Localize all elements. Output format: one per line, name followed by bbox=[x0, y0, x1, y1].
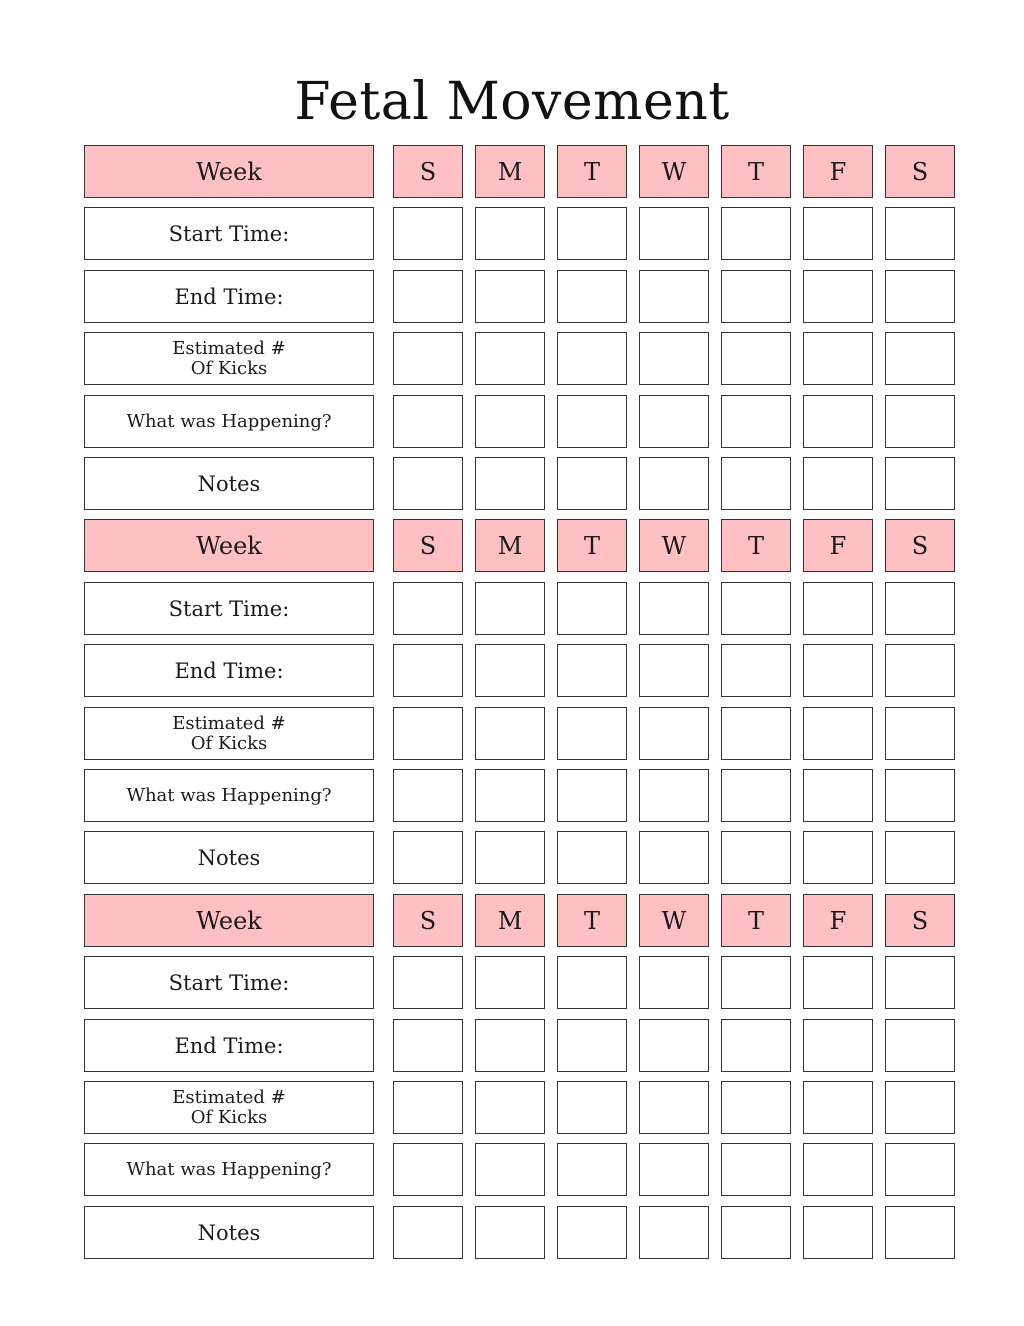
notes-label: Notes bbox=[197, 845, 261, 870]
what-was-happening-label-cell bbox=[84, 1143, 374, 1196]
day-header-cell bbox=[557, 519, 627, 572]
start-time-label-cell bbox=[84, 207, 374, 260]
end-time-entry-box[interactable] bbox=[639, 644, 709, 697]
notes-entry-box[interactable] bbox=[721, 457, 791, 510]
day-label: M bbox=[497, 906, 523, 935]
end-time-entry-box[interactable] bbox=[721, 1019, 791, 1072]
estimated-kicks-entry-box[interactable] bbox=[885, 1081, 955, 1134]
start-time-entry-box[interactable] bbox=[803, 956, 873, 1009]
notes-entry-box[interactable] bbox=[475, 1206, 545, 1259]
day-label: W bbox=[661, 906, 687, 935]
page-title: Fetal Movement bbox=[294, 72, 730, 132]
notes-entry-box[interactable] bbox=[557, 1206, 627, 1259]
week-label: Week bbox=[196, 531, 262, 560]
estimated-kicks-entry-box[interactable] bbox=[639, 1081, 709, 1134]
what-was-happening-label: What was Happening? bbox=[126, 784, 332, 806]
notes-entry-box[interactable] bbox=[803, 457, 873, 510]
estimated-kicks-entry-box[interactable] bbox=[885, 707, 955, 760]
notes-label: Notes bbox=[197, 471, 261, 496]
day-header-cell bbox=[803, 519, 873, 572]
start-time-entry-box[interactable] bbox=[721, 582, 791, 635]
day-header-cell bbox=[721, 145, 791, 198]
start-time-entry-box[interactable] bbox=[557, 207, 627, 260]
end-time-entry-box[interactable] bbox=[721, 644, 791, 697]
day-label: F bbox=[829, 531, 847, 560]
day-label: W bbox=[661, 157, 687, 186]
day-label: S bbox=[911, 906, 929, 935]
what-was-happening-entry-box[interactable] bbox=[393, 1143, 463, 1196]
day-label: W bbox=[661, 531, 687, 560]
end-time-entry-box[interactable] bbox=[557, 644, 627, 697]
start-time-entry-box[interactable] bbox=[721, 207, 791, 260]
notes-label-cell bbox=[84, 457, 374, 510]
start-time-entry-box[interactable] bbox=[639, 582, 709, 635]
day-header-cell bbox=[803, 145, 873, 198]
start-time-label: Start Time: bbox=[168, 221, 290, 246]
what-was-happening-entry-box[interactable] bbox=[639, 395, 709, 448]
end-time-entry-box[interactable] bbox=[721, 270, 791, 323]
notes-entry-box[interactable] bbox=[639, 457, 709, 510]
day-label: T bbox=[747, 906, 764, 935]
what-was-happening-entry-box[interactable] bbox=[639, 769, 709, 822]
day-label: F bbox=[829, 157, 847, 186]
what-was-happening-entry-box[interactable] bbox=[885, 769, 955, 822]
end-time-entry-box[interactable] bbox=[803, 1019, 873, 1072]
end-time-label: End Time: bbox=[174, 1033, 284, 1058]
estimated-kicks-entry-box[interactable] bbox=[475, 1081, 545, 1134]
notes-entry-box[interactable] bbox=[475, 457, 545, 510]
notes-label-cell bbox=[84, 831, 374, 884]
day-header-cell bbox=[639, 519, 709, 572]
day-header-cell bbox=[721, 894, 791, 947]
estimated-kicks-label-cell bbox=[84, 1081, 374, 1134]
start-time-entry-box[interactable] bbox=[803, 582, 873, 635]
notes-entry-box[interactable] bbox=[475, 831, 545, 884]
estimated-kicks-entry-box[interactable] bbox=[557, 1081, 627, 1134]
start-time-entry-box[interactable] bbox=[393, 956, 463, 1009]
notes-entry-box[interactable] bbox=[639, 1206, 709, 1259]
week-header-cell bbox=[84, 894, 374, 947]
estimated-kicks-entry-box[interactable] bbox=[721, 1081, 791, 1134]
notes-entry-box[interactable] bbox=[885, 457, 955, 510]
week-header-cell bbox=[84, 519, 374, 572]
day-header-cell bbox=[393, 145, 463, 198]
notes-entry-box[interactable] bbox=[885, 1206, 955, 1259]
estimated-kicks-label-cell bbox=[84, 707, 374, 760]
estimated-kicks-entry-box[interactable] bbox=[803, 707, 873, 760]
end-time-label-cell bbox=[84, 644, 374, 697]
end-time-label-cell bbox=[84, 1019, 374, 1072]
notes-entry-box[interactable] bbox=[393, 831, 463, 884]
start-time-entry-box[interactable] bbox=[885, 207, 955, 260]
start-time-entry-box[interactable] bbox=[393, 207, 463, 260]
end-time-label: End Time: bbox=[174, 284, 284, 309]
end-time-entry-box[interactable] bbox=[557, 270, 627, 323]
end-time-label: End Time: bbox=[174, 658, 284, 683]
day-header-cell bbox=[803, 894, 873, 947]
estimated-kicks-label-cell bbox=[84, 332, 374, 385]
day-label: T bbox=[583, 531, 600, 560]
day-header-cell bbox=[885, 894, 955, 947]
day-header-cell bbox=[475, 519, 545, 572]
end-time-label-cell bbox=[84, 270, 374, 323]
start-time-entry-box[interactable] bbox=[393, 582, 463, 635]
what-was-happening-entry-box[interactable] bbox=[557, 769, 627, 822]
notes-entry-box[interactable] bbox=[721, 831, 791, 884]
what-was-happening-label: What was Happening? bbox=[126, 410, 332, 432]
notes-entry-box[interactable] bbox=[639, 831, 709, 884]
day-header-cell bbox=[721, 519, 791, 572]
estimated-kicks-label: Estimated # Of Kicks bbox=[172, 337, 286, 379]
start-time-label: Start Time: bbox=[168, 596, 290, 621]
what-was-happening-entry-box[interactable] bbox=[557, 395, 627, 448]
estimated-kicks-entry-box[interactable] bbox=[393, 332, 463, 385]
estimated-kicks-entry-box[interactable] bbox=[557, 332, 627, 385]
week-header-cell bbox=[84, 145, 374, 198]
day-header-cell bbox=[393, 519, 463, 572]
what-was-happening-label: What was Happening? bbox=[126, 1158, 332, 1180]
day-label: T bbox=[747, 531, 764, 560]
estimated-kicks-entry-box[interactable] bbox=[475, 707, 545, 760]
notes-entry-box[interactable] bbox=[803, 831, 873, 884]
start-time-entry-box[interactable] bbox=[639, 956, 709, 1009]
day-header-cell bbox=[557, 145, 627, 198]
day-header-cell bbox=[393, 894, 463, 947]
day-label: T bbox=[583, 906, 600, 935]
end-time-entry-box[interactable] bbox=[393, 270, 463, 323]
day-header-cell bbox=[639, 145, 709, 198]
day-label: T bbox=[747, 157, 764, 186]
day-label: F bbox=[829, 906, 847, 935]
what-was-happening-entry-box[interactable] bbox=[721, 395, 791, 448]
what-was-happening-label-cell bbox=[84, 395, 374, 448]
end-time-entry-box[interactable] bbox=[803, 644, 873, 697]
end-time-entry-box[interactable] bbox=[885, 1019, 955, 1072]
end-time-entry-box[interactable] bbox=[557, 1019, 627, 1072]
notes-entry-box[interactable] bbox=[885, 831, 955, 884]
day-header-cell bbox=[885, 145, 955, 198]
day-header-cell bbox=[885, 519, 955, 572]
estimated-kicks-entry-box[interactable] bbox=[393, 1081, 463, 1134]
start-time-label: Start Time: bbox=[168, 970, 290, 995]
day-header-cell bbox=[557, 894, 627, 947]
end-time-entry-box[interactable] bbox=[885, 644, 955, 697]
start-time-label-cell bbox=[84, 582, 374, 635]
notes-entry-box[interactable] bbox=[803, 1206, 873, 1259]
what-was-happening-entry-box[interactable] bbox=[475, 1143, 545, 1196]
what-was-happening-entry-box[interactable] bbox=[803, 769, 873, 822]
start-time-entry-box[interactable] bbox=[475, 582, 545, 635]
start-time-entry-box[interactable] bbox=[639, 207, 709, 260]
what-was-happening-entry-box[interactable] bbox=[721, 769, 791, 822]
week-label: Week bbox=[196, 157, 262, 186]
end-time-entry-box[interactable] bbox=[475, 270, 545, 323]
what-was-happening-entry-box[interactable] bbox=[475, 395, 545, 448]
start-time-entry-box[interactable] bbox=[557, 956, 627, 1009]
what-was-happening-entry-box[interactable] bbox=[639, 1143, 709, 1196]
estimated-kicks-entry-box[interactable] bbox=[885, 332, 955, 385]
end-time-entry-box[interactable] bbox=[393, 1019, 463, 1072]
estimated-kicks-entry-box[interactable] bbox=[475, 332, 545, 385]
estimated-kicks-entry-box[interactable] bbox=[803, 332, 873, 385]
what-was-happening-entry-box[interactable] bbox=[885, 395, 955, 448]
end-time-entry-box[interactable] bbox=[639, 270, 709, 323]
estimated-kicks-entry-box[interactable] bbox=[721, 332, 791, 385]
week-label: Week bbox=[196, 906, 262, 935]
what-was-happening-label-cell bbox=[84, 769, 374, 822]
what-was-happening-entry-box[interactable] bbox=[803, 1143, 873, 1196]
day-header-cell bbox=[639, 894, 709, 947]
day-header-cell bbox=[475, 894, 545, 947]
day-label: T bbox=[583, 157, 600, 186]
start-time-entry-box[interactable] bbox=[885, 582, 955, 635]
start-time-entry-box[interactable] bbox=[475, 207, 545, 260]
what-was-happening-entry-box[interactable] bbox=[721, 1143, 791, 1196]
estimated-kicks-entry-box[interactable] bbox=[639, 707, 709, 760]
day-label: S bbox=[419, 906, 437, 935]
start-time-entry-box[interactable] bbox=[475, 956, 545, 1009]
day-label: S bbox=[911, 531, 929, 560]
estimated-kicks-entry-box[interactable] bbox=[721, 707, 791, 760]
notes-entry-box[interactable] bbox=[393, 1206, 463, 1259]
end-time-entry-box[interactable] bbox=[475, 1019, 545, 1072]
end-time-entry-box[interactable] bbox=[885, 270, 955, 323]
start-time-entry-box[interactable] bbox=[557, 582, 627, 635]
start-time-entry-box[interactable] bbox=[721, 956, 791, 1009]
estimated-kicks-entry-box[interactable] bbox=[557, 707, 627, 760]
what-was-happening-entry-box[interactable] bbox=[557, 1143, 627, 1196]
start-time-label-cell bbox=[84, 956, 374, 1009]
what-was-happening-entry-box[interactable] bbox=[803, 395, 873, 448]
estimated-kicks-label: Estimated # Of Kicks bbox=[172, 712, 286, 754]
day-label: S bbox=[419, 531, 437, 560]
notes-entry-box[interactable] bbox=[393, 457, 463, 510]
day-label: M bbox=[497, 157, 523, 186]
what-was-happening-entry-box[interactable] bbox=[393, 395, 463, 448]
what-was-happening-entry-box[interactable] bbox=[393, 769, 463, 822]
estimated-kicks-entry-box[interactable] bbox=[393, 707, 463, 760]
estimated-kicks-entry-box[interactable] bbox=[639, 332, 709, 385]
end-time-entry-box[interactable] bbox=[393, 644, 463, 697]
notes-entry-box[interactable] bbox=[557, 831, 627, 884]
notes-label: Notes bbox=[197, 1220, 261, 1245]
day-label: M bbox=[497, 531, 523, 560]
end-time-entry-box[interactable] bbox=[475, 644, 545, 697]
start-time-entry-box[interactable] bbox=[803, 207, 873, 260]
what-was-happening-entry-box[interactable] bbox=[885, 1143, 955, 1196]
start-time-entry-box[interactable] bbox=[885, 956, 955, 1009]
notes-entry-box[interactable] bbox=[557, 457, 627, 510]
what-was-happening-entry-box[interactable] bbox=[475, 769, 545, 822]
notes-label-cell bbox=[84, 1206, 374, 1259]
day-label: S bbox=[419, 157, 437, 186]
estimated-kicks-entry-box[interactable] bbox=[803, 1081, 873, 1134]
day-label: S bbox=[911, 157, 929, 186]
end-time-entry-box[interactable] bbox=[639, 1019, 709, 1072]
estimated-kicks-label: Estimated # Of Kicks bbox=[172, 1086, 286, 1128]
day-header-cell bbox=[475, 145, 545, 198]
end-time-entry-box[interactable] bbox=[803, 270, 873, 323]
notes-entry-box[interactable] bbox=[721, 1206, 791, 1259]
